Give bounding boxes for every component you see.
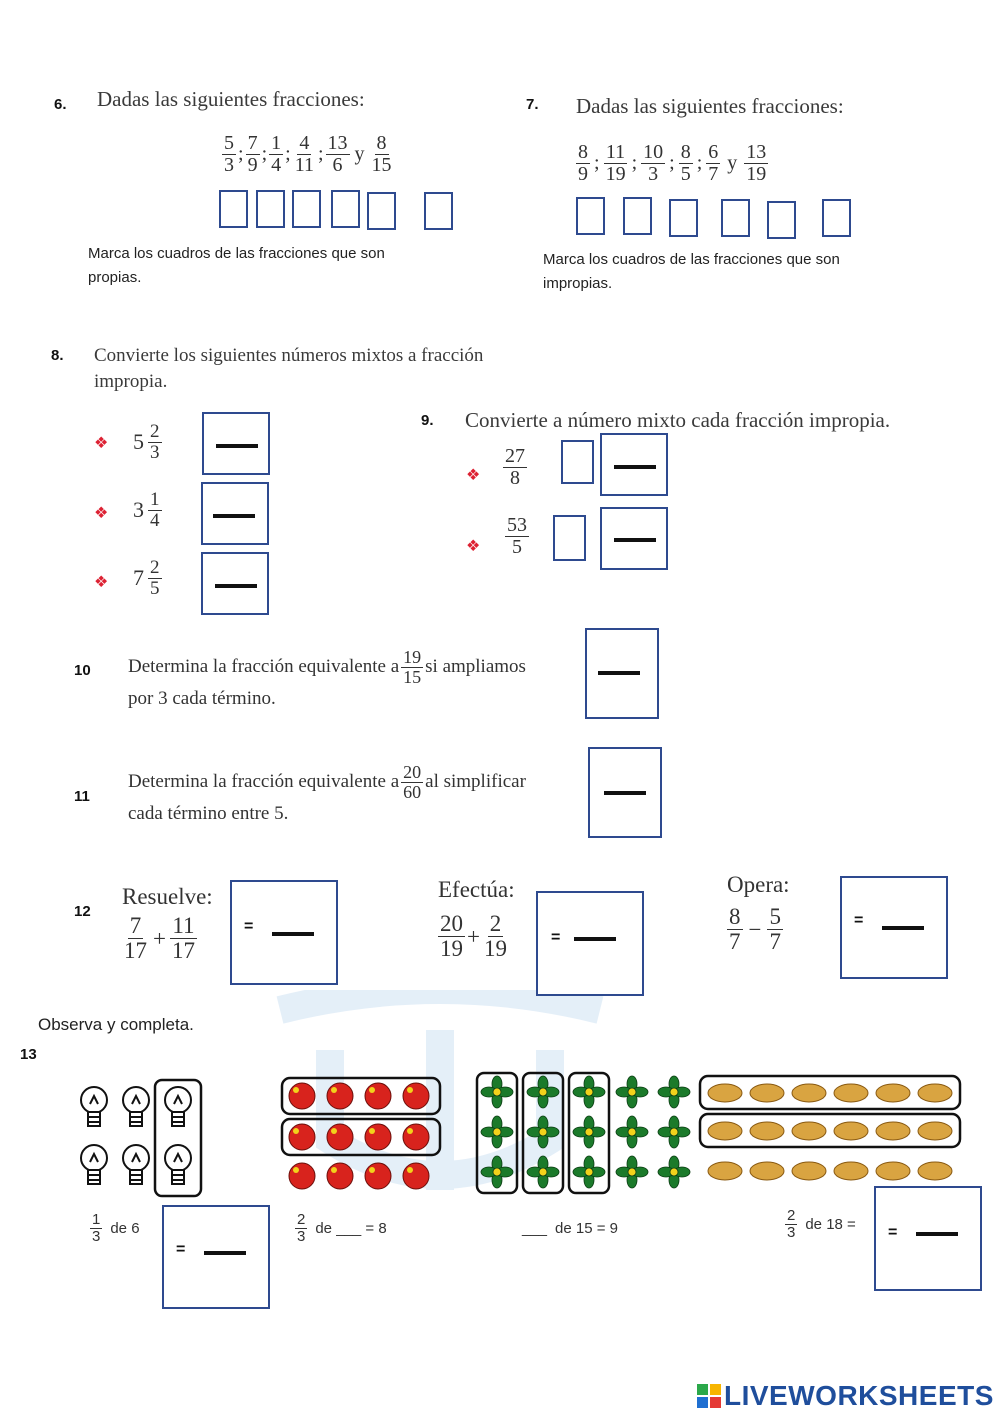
answer-whole-q9-2[interactable] [553, 515, 586, 561]
label-opera: Opera: [727, 872, 790, 897]
mixed-number: 5 $\frac{2}{3}$ [133, 421, 160, 463]
question-6-instruction: Marca los cuadros de las fracciones que son propias. [88, 245, 385, 286]
label-resuelve: Resuelve: [122, 884, 213, 909]
checkbox-6-7[interactable] [767, 201, 796, 239]
answer-box-q10[interactable] [585, 628, 659, 719]
question-8-title: Convierte los siguientes números mixtos a fracción impropia. [94, 345, 484, 392]
answer-box-q12-a[interactable]: = [230, 880, 338, 985]
checkbox-5-3[interactable] [219, 190, 248, 228]
question-7-fractions: $\frac{8}{9}$ ; $\frac{11}{19}$ ; $\frac{10}{3}$ ; $\frac{8}{5}$ ; $\frac{6}{7}$ y $\frac{13}{19}$ [578, 141, 767, 185]
question-11-number: 11 [74, 788, 90, 805]
answer-box-q12-b[interactable]: = [536, 891, 644, 996]
bullet-diamond-icon: ❖ [466, 538, 481, 555]
liveworksheets-logo-icon [697, 1384, 721, 1408]
problem-13-1: $\frac{1}{3}$ de 6 [92, 1211, 140, 1245]
answer-box-q9-2[interactable] [600, 507, 668, 570]
answer-box-q9-1[interactable] [600, 433, 668, 496]
lightbulbs-group-icon [72, 1078, 207, 1200]
potatoes-group-icon [697, 1073, 965, 1191]
bullet-diamond-icon: ❖ [94, 574, 109, 591]
fraction: $\frac{13}{6}$ [327, 132, 348, 176]
question-10-number: 10 [74, 662, 91, 679]
question-11-line2: cada término entre 5. [128, 803, 289, 824]
fraction: $\frac{10}{3}$ [643, 141, 664, 185]
fraction-27-8: $\frac{27}{8}$ [505, 445, 525, 489]
checkbox-11-19[interactable] [623, 197, 652, 235]
answer-box-q8-3[interactable] [201, 552, 269, 615]
question-6-fractions: $\frac{5}{3}$ ; $\frac{7}{9}$ ; $\frac{1}{4}$ ; $\frac{4}{11}$ ; $\frac{13}{6}$ y $\frac{8}{15}$ [224, 132, 392, 176]
fraction: $\frac{1}{4}$ [271, 132, 282, 176]
mixed-number: 7 $\frac{2}{5}$ [133, 557, 160, 599]
answer-box-q11[interactable] [588, 747, 662, 838]
fraction-53-5: $\frac{53}{5}$ [507, 514, 527, 558]
answer-whole-q9-1[interactable] [561, 440, 594, 484]
question-10-line2: por 3 cada término. [128, 688, 276, 709]
fraction: $\frac{4}{11}$ [294, 132, 314, 176]
bullet-diamond-icon: ❖ [466, 467, 481, 484]
checkbox-8-15[interactable] [424, 192, 453, 230]
fraction: $\frac{8}{5}$ [680, 141, 691, 185]
fraction: $\frac{6}{7}$ [708, 141, 719, 185]
fraction: $\frac{5}{3}$ [224, 132, 234, 176]
fraction: $\frac{13}{19}$ [746, 141, 767, 185]
label-efectua: Efectúa: [438, 877, 515, 902]
question-12-number: 12 [74, 903, 91, 920]
question-9-number: 9. [421, 412, 434, 429]
question-6-number: 6. [54, 96, 67, 113]
question-7-number: 7. [526, 96, 539, 113]
answer-box-q13-4[interactable]: = [874, 1186, 982, 1291]
problem-13-3: ___ de 15 = 9 [522, 1220, 619, 1237]
checkbox-4-11[interactable] [331, 190, 360, 228]
question-11-text: Determina la fracción equivalente a $\frac{20}{60}$ al simplificar [128, 762, 526, 802]
answer-box-q8-1[interactable] [202, 412, 270, 475]
question-6-title: Dadas las siguientes fracciones: [97, 87, 365, 111]
answer-box-q13-1[interactable]: = [162, 1205, 270, 1309]
expression-b: $\frac{20}{19}$ + $\frac{2}{19}$ [440, 911, 507, 962]
bullet-diamond-icon: ❖ [94, 505, 109, 522]
question-13-title: Observa y completa. [38, 1015, 194, 1034]
question-8-number: 8. [51, 347, 64, 364]
question-13-number: 13 [20, 1046, 37, 1063]
answer-box-q12-c[interactable]: = [840, 876, 948, 979]
fraction: $\frac{7}{9}$ [247, 132, 258, 176]
expression-c: $\frac{8}{7}$ − $\frac{5}{7}$ [729, 904, 781, 955]
checkbox-8-5[interactable] [721, 199, 750, 237]
answer-box-q8-2[interactable] [201, 482, 269, 545]
checkbox-13-6[interactable] [367, 192, 396, 230]
brand-logo [697, 1380, 994, 1412]
checkbox-13-19[interactable] [822, 199, 851, 237]
checkbox-10-3[interactable] [669, 199, 698, 237]
checkbox-7-9[interactable] [256, 190, 285, 228]
question-10-text: Determina la fracción equivalente a $\frac{19}{15}$ si ampliamos [128, 647, 526, 687]
problem-13-4: $\frac{2}{3}$ de 18 = [787, 1207, 856, 1241]
flowers-group-icon [474, 1070, 694, 1198]
fraction: $\frac{8}{15}$ [371, 132, 392, 176]
expression-a: $\frac{7}{17}$ + $\frac{11}{17}$ [124, 913, 195, 964]
bullet-diamond-icon: ❖ [94, 435, 109, 452]
checkbox-8-9[interactable] [576, 197, 605, 235]
question-9-title: Convierte a número mixto cada fracción impropia. [465, 408, 891, 432]
fraction: $\frac{11}{19}$ [605, 141, 626, 185]
fraction: $\frac{8}{9}$ [578, 141, 588, 185]
brand-name: LIVEWORKSHEETS [724, 1380, 994, 1411]
problem-13-2: $\frac{2}{3}$ de ___ = 8 [297, 1211, 387, 1245]
checkbox-1-4[interactable] [292, 190, 321, 228]
question-7-instruction: Marca los cuadros de las fracciones que son impropias. [543, 251, 840, 292]
question-7-title: Dadas las siguientes fracciones: [576, 94, 844, 118]
apples-group-icon [280, 1076, 445, 1194]
mixed-number: 3 $\frac{1}{4}$ [133, 489, 160, 531]
